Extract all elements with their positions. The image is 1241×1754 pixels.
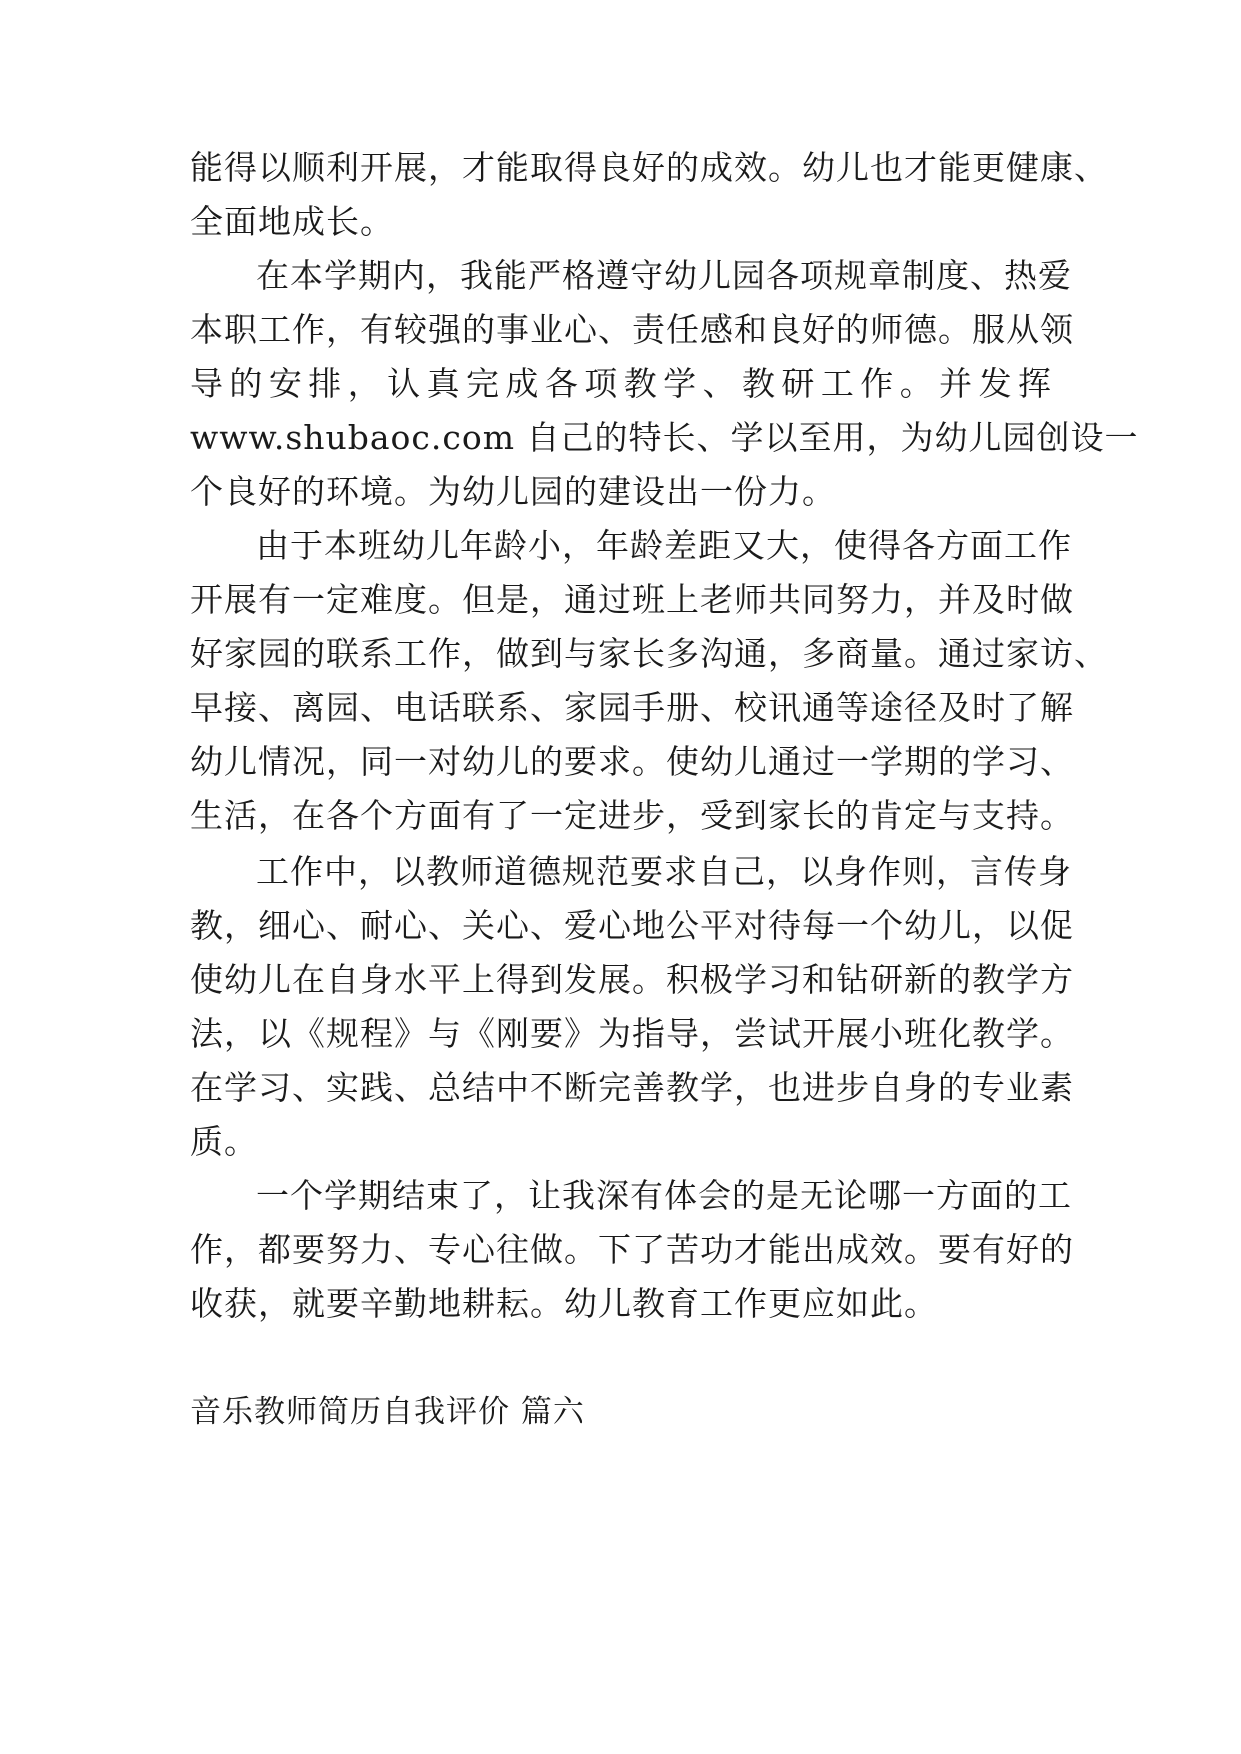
paragraph-line: 在学习、实践、总结中不断完善教学，也进步自身的专业素 <box>190 1068 1074 1107</box>
paragraph-line: 生活，在各个方面有了一定进步，受到家长的肯定与支持。 <box>190 796 1074 835</box>
paragraph-line: 使幼儿在自身水平上得到发展。积极学习和钻研新的教学方 <box>190 960 1074 999</box>
paragraph-line: 由于本班幼儿年龄小，年龄差距又大，使得各方面工作 <box>256 526 1072 565</box>
paragraph-line: 能得以顺利开展，才能取得良好的成效。幼儿也才能更健康、 <box>190 148 1108 187</box>
paragraph-line: 本职工作，有较强的事业心、责任感和良好的师德。服从领 <box>190 310 1074 349</box>
paragraph-line: 好家园的联系工作，做到与家长多沟通，多商量。通过家访、 <box>190 634 1108 673</box>
paragraph-line: 质。 <box>190 1122 258 1161</box>
paragraph-line: 一个学期结束了，让我深有体会的是无论哪一方面的工 <box>256 1176 1072 1215</box>
paragraph-line: 全面地成长。 <box>190 202 394 241</box>
paragraph-line: 在本学期内，我能严格遵守幼儿园各项规章制度、热爱 <box>256 256 1072 295</box>
paragraph-line: 幼儿情况，同一对幼儿的要求。使幼儿通过一学期的学习、 <box>190 742 1074 781</box>
paragraph-line: 开展有一定难度。但是，通过班上老师共同努力，并及时做 <box>190 580 1074 619</box>
paragraph-line: 早接、离园、电话联系、家园手册、校讯通等途径及时了解 <box>190 688 1074 727</box>
paragraph-line: 个良好的环境。为幼儿园的建设出一份力。 <box>190 472 836 511</box>
paragraph-line: 作，都要努力、专心往做。下了苦功才能出成效。要有好的 <box>190 1230 1074 1269</box>
paragraph-line: 工作中，以教师道德规范要求自己，以身作则，言传身 <box>256 852 1072 891</box>
paragraph-line: 导的安排，认真完成各项教学、教研工作。并发挥 <box>190 364 1052 403</box>
paragraph-line: 法，以《规程》与《刚要》为指导，尝试开展小班化教学。 <box>190 1014 1074 1053</box>
paragraph-line: www.shubaoc.com 自己的特长、学以至用，为幼儿园创设一 <box>190 418 1139 457</box>
section-heading: 音乐教师简历自我评价 篇六 <box>190 1394 585 1430</box>
paragraph-line: 收获，就要辛勤地耕耘。幼儿教育工作更应如此。 <box>190 1284 938 1323</box>
paragraph-line: 教，细心、耐心、关心、爱心地公平对待每一个幼儿，以促 <box>190 906 1074 945</box>
